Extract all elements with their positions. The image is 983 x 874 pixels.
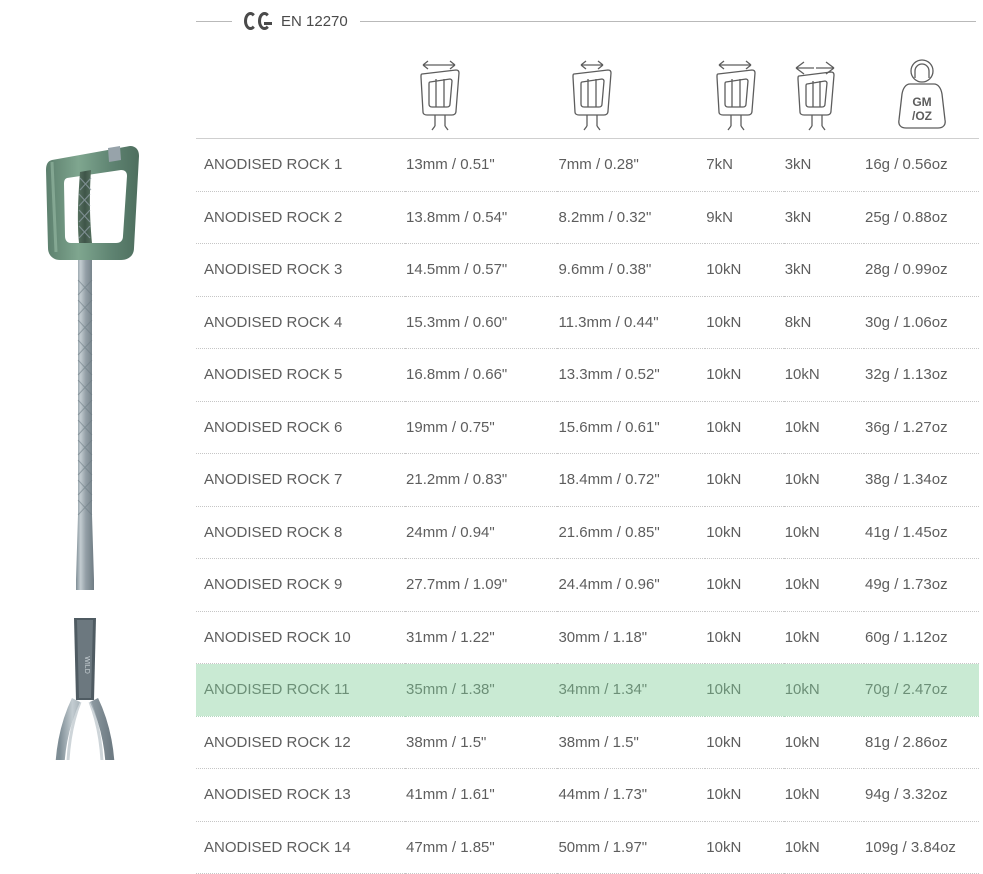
cell-product-name: ANODISED ROCK 2 [196, 191, 405, 244]
cell-nut-width: 41mm / 1.61" [405, 769, 557, 822]
cell-strength-2: 10kN [784, 506, 864, 559]
cell-nut-width: 16.8mm / 0.66" [405, 349, 557, 402]
header-nut-head-width [557, 46, 705, 139]
nut-head-width-icon [557, 52, 705, 132]
header-rule-right [360, 21, 976, 22]
nut-sideways-strength-icon [784, 52, 864, 132]
cell-strength: 10kN [705, 821, 783, 874]
cell-strength: 10kN [705, 716, 783, 769]
cell-product-name: ANODISED ROCK 6 [196, 401, 405, 454]
cell-strength-2: 8kN [784, 296, 864, 349]
table-row [196, 769, 979, 822]
header-weight [864, 46, 979, 139]
header-rule-left [196, 21, 232, 22]
table-row [196, 244, 979, 297]
cell-product-name: ANODISED ROCK 4 [196, 296, 405, 349]
cell-strength: 10kN [705, 349, 783, 402]
cell-strength: 10kN [705, 611, 783, 664]
cell-product-name: ANODISED ROCK 7 [196, 454, 405, 507]
table-row [196, 559, 979, 612]
cell-nut-width: 14.5mm / 0.57" [405, 244, 557, 297]
cell-strength-2: 10kN [784, 611, 864, 664]
cell-weight: 70g / 2.47oz [864, 664, 979, 717]
cell-product-name: ANODISED ROCK 3 [196, 244, 405, 297]
cell-strength-2: 10kN [784, 821, 864, 874]
cell-strength: 7kN [705, 139, 783, 192]
cell-head-width: 30mm / 1.18" [557, 611, 705, 664]
table-row [196, 611, 979, 664]
nut-width-icon [405, 52, 557, 132]
cell-product-name: ANODISED ROCK 5 [196, 349, 405, 402]
cell-nut-width: 24mm / 0.94" [405, 506, 557, 559]
cell-weight: 36g / 1.27oz [864, 401, 979, 454]
cell-weight: 32g / 1.13oz [864, 349, 979, 402]
cell-weight: 16g / 0.56oz [864, 139, 979, 192]
cell-strength: 10kN [705, 244, 783, 297]
cell-weight: 30g / 1.06oz [864, 296, 979, 349]
cell-strength: 10kN [705, 664, 783, 717]
weight-gm-oz-icon [864, 52, 979, 132]
cell-product-name: ANODISED ROCK 14 [196, 821, 405, 874]
cell-strength: 9kN [705, 191, 783, 244]
cell-nut-width: 31mm / 1.22" [405, 611, 557, 664]
cell-weight: 81g / 2.86oz [864, 716, 979, 769]
cell-nut-width: 13.8mm / 0.54" [405, 191, 557, 244]
cell-head-width: 38mm / 1.5" [557, 716, 705, 769]
ce-mark-icon [244, 12, 271, 30]
header-nut-width [405, 46, 557, 139]
weight-icon-gm-label: GM [911, 95, 932, 109]
cell-nut-width: 15.3mm / 0.60" [405, 296, 557, 349]
cell-weight: 25g / 0.88oz [864, 191, 979, 244]
table-row-highlighted [196, 664, 979, 717]
cell-strength-2: 10kN [784, 769, 864, 822]
cell-product-name: ANODISED ROCK 12 [196, 716, 405, 769]
cell-product-name: ANODISED ROCK 13 [196, 769, 405, 822]
svg-text:WILD: WILD [83, 656, 90, 674]
cell-strength-2: 3kN [784, 191, 864, 244]
cell-strength-2: 10kN [784, 559, 864, 612]
cell-strength-2: 10kN [784, 664, 864, 717]
product-illustration [22, 120, 182, 760]
cell-head-width: 7mm / 0.28" [557, 139, 705, 192]
cell-nut-width: 27.7mm / 1.09" [405, 559, 557, 612]
cell-nut-width: 19mm / 0.75" [405, 401, 557, 454]
header-sideways-strength [784, 46, 864, 139]
specification-table [196, 46, 979, 874]
cell-weight: 109g / 3.84oz [864, 821, 979, 874]
cell-strength-2: 10kN [784, 454, 864, 507]
cell-head-width: 44mm / 1.73" [557, 769, 705, 822]
cell-head-width: 11.3mm / 0.44" [557, 296, 705, 349]
table-header [196, 46, 979, 139]
table-row [196, 821, 979, 874]
cell-strength: 10kN [705, 401, 783, 454]
standard-label: EN 12270 [281, 12, 348, 30]
table-row [196, 296, 979, 349]
cell-weight: 94g / 3.32oz [864, 769, 979, 822]
cell-head-width: 9.6mm / 0.38" [557, 244, 705, 297]
table-row [196, 349, 979, 402]
cell-head-width: 15.6mm / 0.61" [557, 401, 705, 454]
cell-weight: 49g / 1.73oz [864, 559, 979, 612]
table-row [196, 716, 979, 769]
table-row [196, 191, 979, 244]
cell-strength: 10kN [705, 506, 783, 559]
cell-head-width: 21.6mm / 0.85" [557, 506, 705, 559]
cell-nut-width: 35mm / 1.38" [405, 664, 557, 717]
cell-head-width: 18.4mm / 0.72" [557, 454, 705, 507]
cell-strength-2: 3kN [784, 244, 864, 297]
cell-weight: 60g / 1.12oz [864, 611, 979, 664]
cell-nut-width: 13mm / 0.51" [405, 139, 557, 192]
cell-product-name: ANODISED ROCK 8 [196, 506, 405, 559]
cell-strength: 10kN [705, 296, 783, 349]
cell-head-width: 50mm / 1.97" [557, 821, 705, 874]
cell-strength-2: 10kN [784, 401, 864, 454]
cell-nut-width: 47mm / 1.85" [405, 821, 557, 874]
nut-strength-icon [705, 52, 783, 132]
table-row [196, 454, 979, 507]
cell-weight: 38g / 1.34oz [864, 454, 979, 507]
header-strength [705, 46, 783, 139]
cell-head-width: 8.2mm / 0.32" [557, 191, 705, 244]
cell-strength-2: 3kN [784, 139, 864, 192]
header-product-name [196, 46, 405, 139]
weight-icon-oz-label: /OZ [911, 109, 932, 123]
cell-strength: 10kN [705, 454, 783, 507]
cell-strength: 10kN [705, 559, 783, 612]
table-row [196, 139, 979, 192]
cell-strength: 10kN [705, 769, 783, 822]
cell-head-width: 24.4mm / 0.96" [557, 559, 705, 612]
cell-product-name: ANODISED ROCK 10 [196, 611, 405, 664]
cell-head-width: 34mm / 1.34" [557, 664, 705, 717]
cell-strength-2: 10kN [784, 716, 864, 769]
cell-product-name: ANODISED ROCK 1 [196, 139, 405, 192]
cell-weight: 41g / 1.45oz [864, 506, 979, 559]
table-row [196, 506, 979, 559]
cell-weight: 28g / 0.99oz [864, 244, 979, 297]
cell-head-width: 13.3mm / 0.52" [557, 349, 705, 402]
standard-header [196, 6, 976, 36]
cell-product-name: ANODISED ROCK 11 [196, 664, 405, 717]
cell-nut-width: 38mm / 1.5" [405, 716, 557, 769]
table-row [196, 401, 979, 454]
cell-product-name: ANODISED ROCK 9 [196, 559, 405, 612]
table-body [196, 139, 979, 874]
cell-nut-width: 21.2mm / 0.83" [405, 454, 557, 507]
cell-strength-2: 10kN [784, 349, 864, 402]
